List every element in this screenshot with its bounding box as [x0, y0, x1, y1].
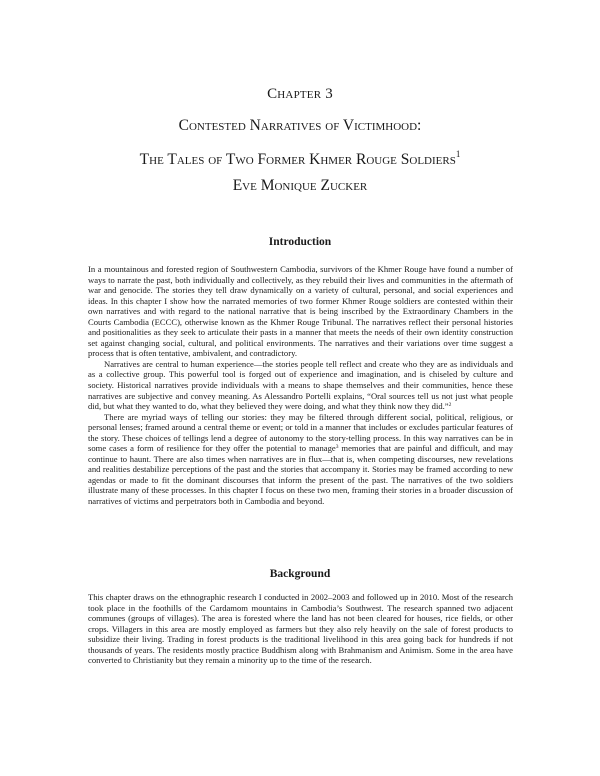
intro-paragraph-2-text: Narratives are central to human experience—the stories people tell reflect and create who they are as individuals and as a collective group. This powerful tool is forged out of experience and imagination, and is chiseled by culture and society. Historical narratives provide individuals with a means to shape themselves and their communities, hence these narratives are subjective and convey meaning. As Alessandro Portelli explains, “Oral sources tell us not just what people did, but what they wanted to do, what they believed they were doing, and what they think now they did.”	[88, 358, 513, 412]
title-footnote-marker[interactable]: 1	[455, 149, 461, 159]
intro-paragraph-3-text-b: memories that are painful and difficult, and may continue to haunt. There are also times when narratives are in flux—that is, when competing discourses, new revelations and realities destabilize perceptions of the past and the stories that accompany it. Stories may be framed according to new agendas or made to fit the dominant discourses that inform the present of the past. The narratives of the two soldiers illustrate many of these processes. In this chapter I focus on these two men, framing their stories in a broader discussion of narratives of victims and perpetrators both in Cambodia and beyond.	[88, 443, 513, 507]
intro-paragraph-1: In a mountainous and forested region of Southwestern Cambodia, survivors of the Khmer Rouge have found a number of ways to narrate the past, both individually and collectively, as they rebuild their lives and communities in the aftermath of war and genocide. The stories they tell draw dynamically on a variety of cultural, personal, and social experiences and ideas. In this chapter I show how the narrated memories of two former Khmer Rouge soldiers are contested within their own narratives and with regard to the national narrative that is being inscribed by the Extraordinary Chambers in the Courts Cambodia (ECCC), otherwise known as the Khmer Rouge Tribunal. The narratives reflect their personal histories and positionalities as they seek to articulate their pasts in a manner that meets the needs of their own identity construction set against changing social, cultural, and political environments. The narratives and their variations over time suggest a process that is often tentative, ambivalent, and contradictory.	[88, 264, 513, 359]
background-paragraph-1: This chapter draws on the ethnographic research I conducted in 2002–2003 and followed up in 2010. Most of the research took place in the foothills of the Cardamom mountains in Cambodia’s Southwest. The research spanned two adjacent communes (groups of villages). The area is forested where the land has not been cleared for houses, rice fields, or other crops. Villagers in this area are mostly employed as farmers but they also rely heavily on the sale of forest products to subsidize their living. Trading in forest products is the traditional livelihood in this area going back for hundreds if not thousands of years. The residents mostly practice Buddhism along with Brahmanism and Animism. Some in the area have converted to Christianity but they remain a minority up to the time of the research.	[88, 592, 513, 666]
footnote-marker-2[interactable]: 2	[448, 402, 452, 409]
intro-paragraph-3-text-a: There are myriad ways of telling our stories: they may be filtered through different social, political, religious, or personal lenses; framed around a central theme or event; or told in a manner that includes or excludes particular features of the story. These choices of tellings lend a degree of autonomy to the story-telling process. In this way narratives can be in some cases a form of resilience for they offer the potential to manage	[88, 411, 513, 454]
author-name: Eve Monique Zucker	[232, 177, 368, 194]
footnote-marker-3[interactable]: 3	[335, 444, 339, 451]
intro-paragraph-2	[88, 359, 513, 412]
chapter-title-line2	[0, 149, 600, 169]
introduction-body	[88, 264, 513, 507]
chapter-label: Chapter 3	[267, 86, 333, 102]
background-body	[88, 592, 513, 666]
intro-paragraph-3	[88, 412, 513, 507]
section-heading-background: Background	[269, 568, 331, 580]
section-heading-introduction: Introduction	[268, 236, 332, 248]
chapter-title-line2-text: The Tales of Two Former Khmer Rouge Soldiers	[139, 151, 456, 168]
chapter-title-line1: Contested Narratives of Victimhood:	[178, 117, 422, 134]
